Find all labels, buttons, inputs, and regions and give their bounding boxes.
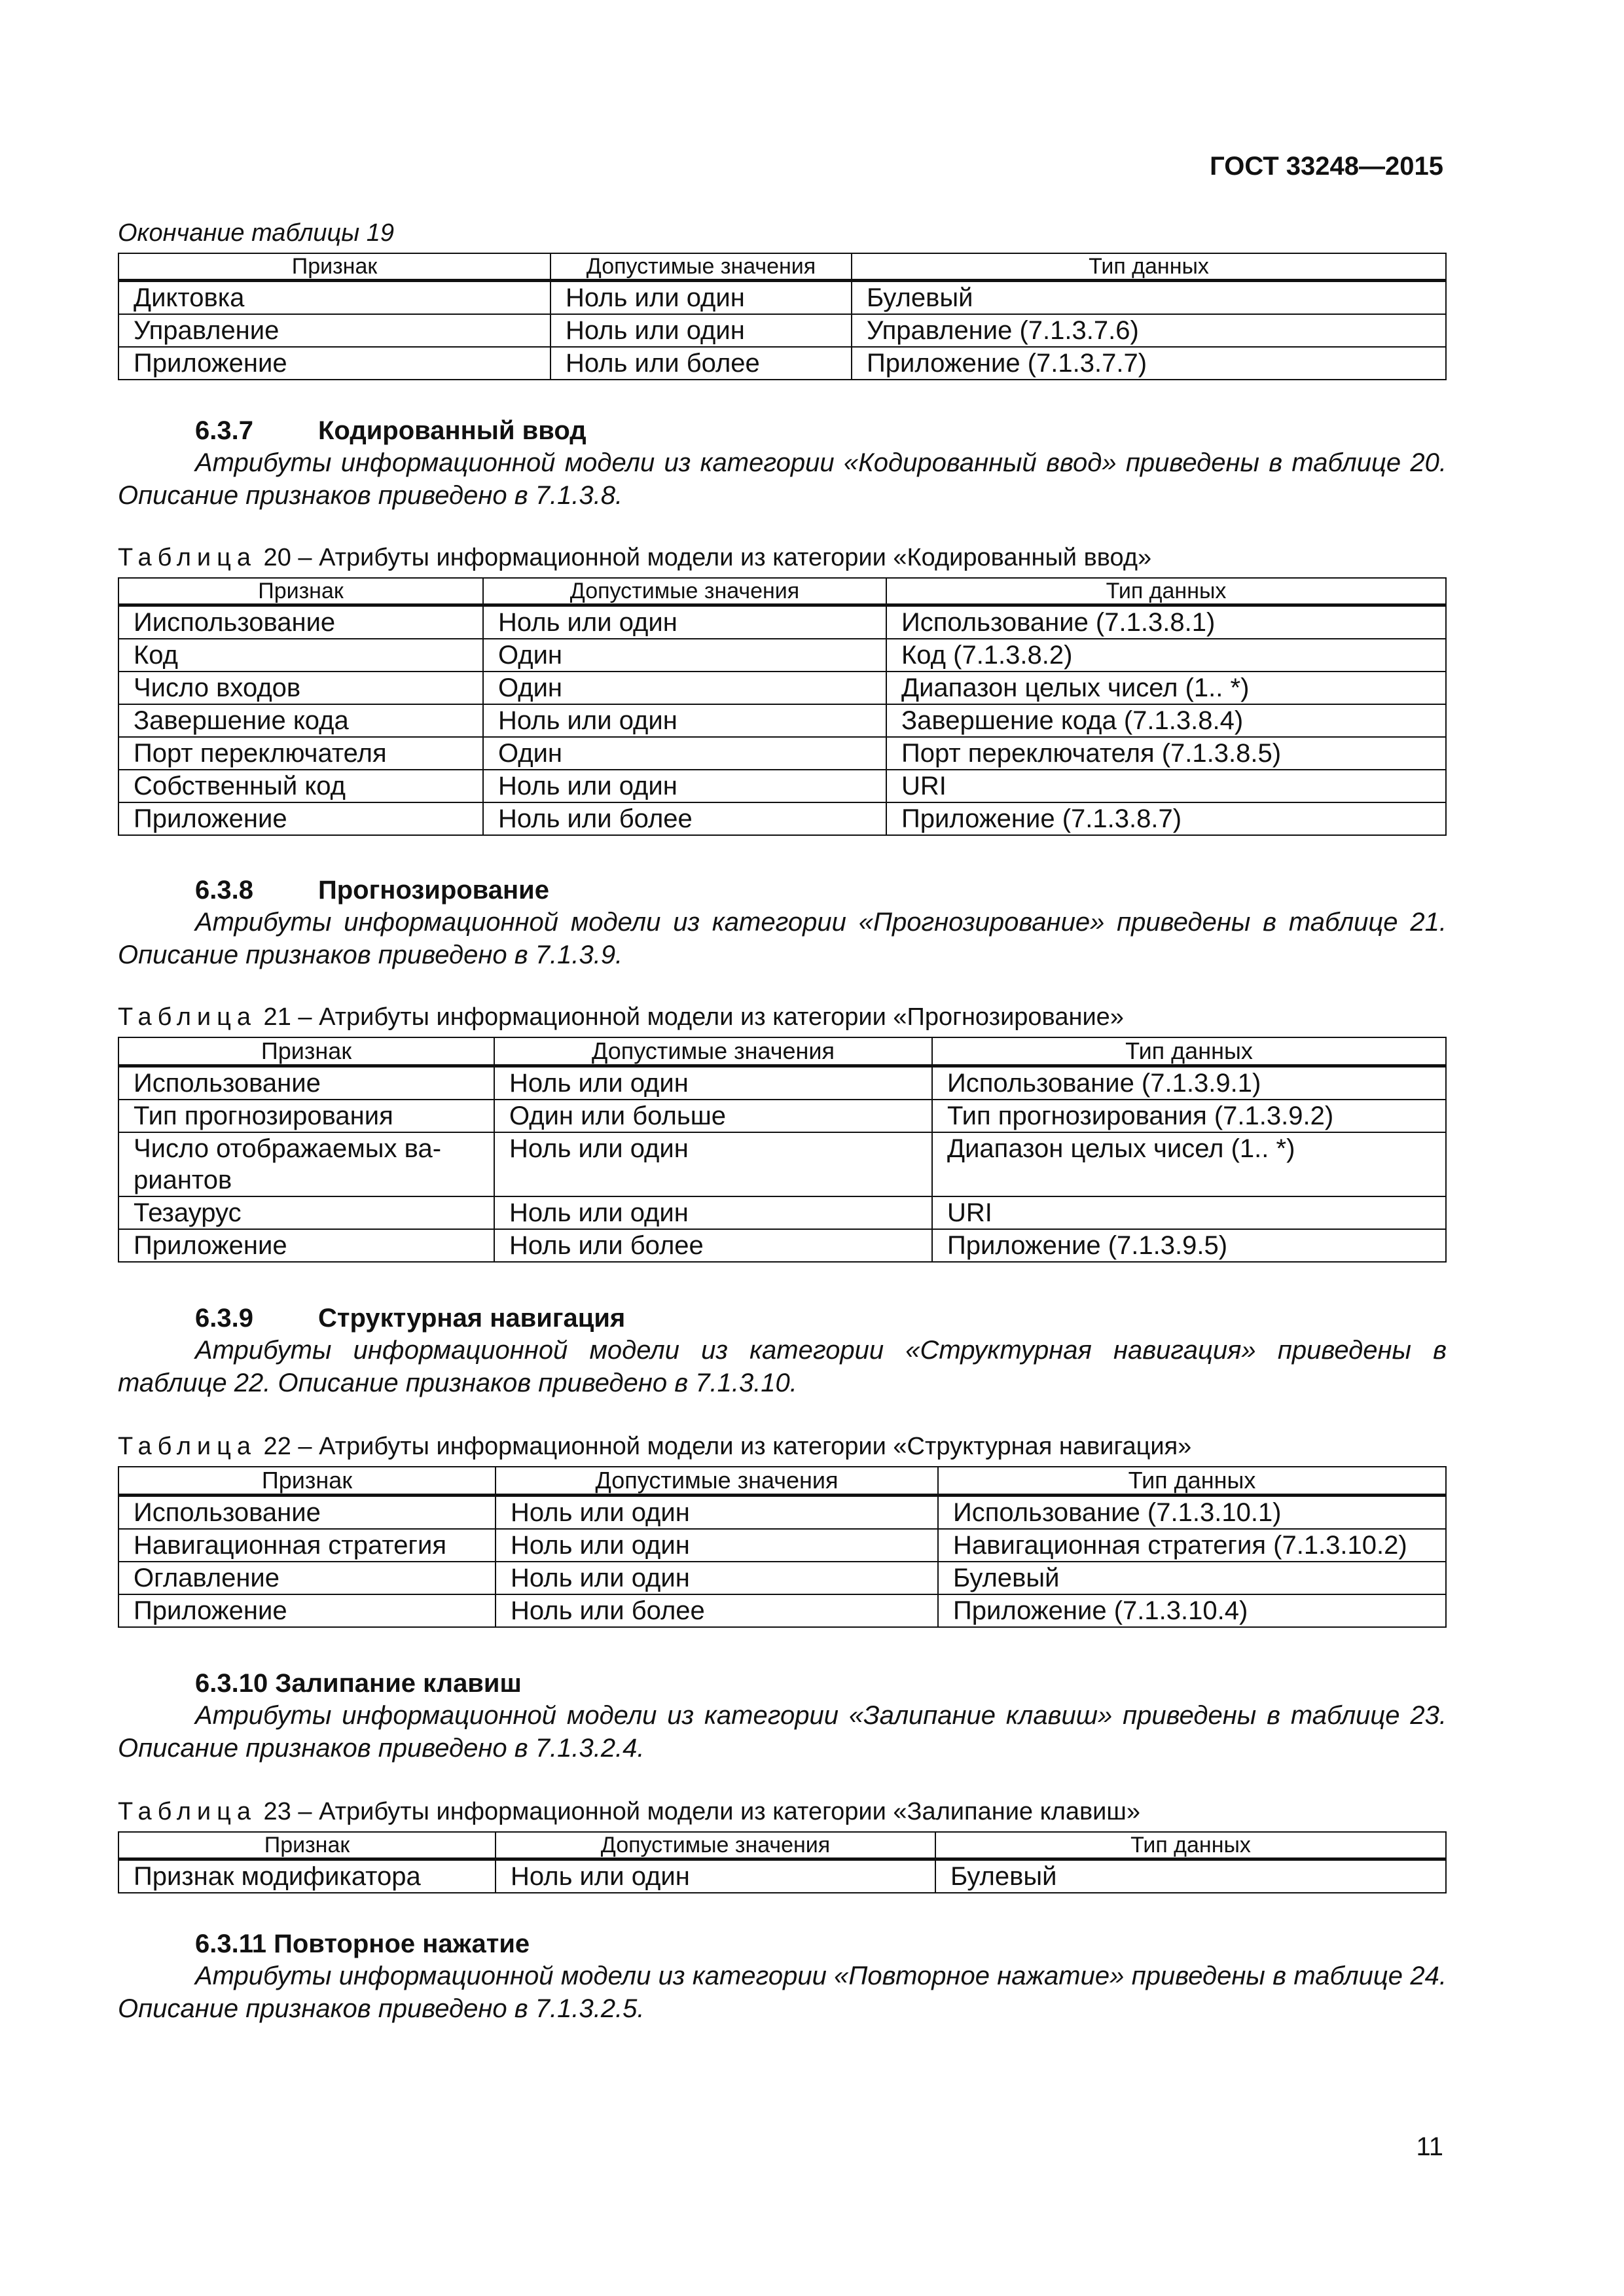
- table-row: [118, 1196, 1446, 1229]
- table-row: [118, 1132, 1446, 1196]
- section-heading: [118, 1302, 1447, 1334]
- column-header: Признак: [118, 1832, 496, 1859]
- table-cell: Ииспользование: [118, 605, 483, 639]
- table-cell: Диктовка: [118, 281, 550, 315]
- section-heading: [118, 415, 1447, 446]
- table21-caption: [118, 1001, 1447, 1033]
- table-row: [118, 1562, 1446, 1594]
- document-id: ГОСТ 33248—2015: [1210, 152, 1443, 181]
- section-title: Кодированный ввод: [318, 416, 586, 445]
- section-paragraph: Атрибуты информационной модели из категории «Прогнозирование» приведены в таблице 21. Описание признаков приведено в 7.1.3.9.: [118, 908, 1447, 969]
- table-row: [118, 1496, 1446, 1530]
- column-header: Тип данных: [852, 253, 1446, 281]
- table-row: [118, 672, 1446, 704]
- table-cell: Порт переключателя (7.1.3.8.5): [886, 737, 1446, 770]
- table-cell: Диапазон целых чисел (1.. *): [932, 1132, 1446, 1196]
- table-cell: Ноль или один: [483, 605, 886, 639]
- section-title: Структурная навигация: [318, 1304, 626, 1333]
- table-cell: Тезаурус: [118, 1196, 494, 1229]
- table-row: [118, 605, 1446, 639]
- section-heading: [118, 874, 1447, 906]
- table-cell: Код: [118, 639, 483, 672]
- table-cell: Приложение: [118, 802, 483, 835]
- table19-block: [118, 217, 1447, 380]
- table22-caption: [118, 1431, 1447, 1462]
- caption-text: 23 – Атрибуты информационной модели из категории «Залипание клавиш»: [257, 1798, 1141, 1825]
- table-cell: Ноль или более: [496, 1594, 938, 1627]
- caption-label: Таблица: [118, 1433, 257, 1460]
- table-cell: Управление: [118, 314, 550, 347]
- section-6-3-9: [118, 1302, 1447, 1399]
- table-header-row: [118, 1037, 1446, 1066]
- table-cell: URI: [886, 770, 1446, 802]
- column-header: Допустимые значения: [483, 578, 886, 605]
- table-cell: Ноль или один: [496, 1529, 938, 1562]
- column-header: Допустимые значения: [496, 1467, 938, 1496]
- table-row: [118, 1594, 1446, 1627]
- table-cell: Тип прогнозирования (7.1.3.9.2): [932, 1100, 1446, 1132]
- column-header: Признак: [118, 1467, 496, 1496]
- table-cell: Приложение (7.1.3.7.7): [852, 347, 1446, 380]
- table-cell: Признак модификатора: [118, 1859, 496, 1893]
- table-cell: Приложение: [118, 1594, 496, 1627]
- table-cell: Собственный код: [118, 770, 483, 802]
- section-6-3-8: [118, 874, 1447, 971]
- table-cell: Булевый: [852, 281, 1446, 315]
- table-header-row: [118, 578, 1446, 605]
- table20-caption: [118, 542, 1447, 573]
- table-row: [118, 281, 1446, 315]
- table-cell: Ноль или один: [550, 314, 852, 347]
- table-cell: Оглавление: [118, 1562, 496, 1594]
- table-cell: Один: [483, 672, 886, 704]
- section-title: Прогнозирование: [318, 876, 549, 905]
- table-cell: Ноль или один: [496, 1859, 935, 1893]
- table-row: [118, 639, 1446, 672]
- table-row: [118, 347, 1446, 380]
- table-row: [118, 704, 1446, 737]
- table-row: [118, 802, 1446, 835]
- table-cell: Использование (7.1.3.9.1): [932, 1066, 1446, 1100]
- column-header: Допустимые значения: [550, 253, 852, 281]
- table-cell: Использование (7.1.3.8.1): [886, 605, 1446, 639]
- table20: [118, 577, 1447, 836]
- table23-block: [118, 1796, 1447, 1893]
- table-cell: Использование (7.1.3.10.1): [938, 1496, 1446, 1530]
- table-cell: Ноль или более: [550, 347, 852, 380]
- column-header: Допустимые значения: [496, 1832, 935, 1859]
- table-header-row: [118, 1832, 1446, 1859]
- section-paragraph: Атрибуты информационной модели из категории «Структурная навигация» приведены в таблице 22. Описание признаков приведено в 7.1.3.10.: [118, 1336, 1447, 1397]
- table20-block: [118, 542, 1447, 836]
- section-number: 6.3.7: [195, 416, 253, 445]
- section-number: 6.3.9: [195, 1304, 253, 1333]
- table-cell: URI: [932, 1196, 1446, 1229]
- table-cell: Ноль или один: [483, 770, 886, 802]
- table19-caption: Окончание таблицы 19: [118, 219, 395, 247]
- table-row: [118, 1229, 1446, 1262]
- section-number: 6.3.8: [195, 876, 253, 905]
- table-row: [118, 737, 1446, 770]
- table-cell: Один или больше: [494, 1100, 932, 1132]
- table-row: [118, 1100, 1446, 1132]
- table21: [118, 1037, 1447, 1263]
- section-6-3-7: [118, 415, 1447, 512]
- table-header-row: [118, 1467, 1446, 1496]
- table-cell: Ноль или один: [494, 1196, 932, 1229]
- table23-caption: [118, 1796, 1447, 1827]
- section-6-3-10: [118, 1668, 1447, 1765]
- table-cell: Один: [483, 639, 886, 672]
- column-header: Тип данных: [938, 1467, 1446, 1496]
- column-header: Признак: [118, 253, 550, 281]
- section-paragraph: Атрибуты информационной модели из категории «Залипание клавиш» приведены в таблице 23. Описание признаков приведено в 7.1.3.2.4.: [118, 1701, 1447, 1763]
- column-header: Тип данных: [932, 1037, 1446, 1066]
- table-cell: Приложение (7.1.3.10.4): [938, 1594, 1446, 1627]
- table22-block: [118, 1431, 1447, 1628]
- caption-text: 21 – Атрибуты информационной модели из категории «Прогнозирование»: [257, 1003, 1124, 1031]
- table-cell: Завершение кода: [118, 704, 483, 737]
- column-header: Признак: [118, 1037, 494, 1066]
- table-cell: Ноль или один: [496, 1562, 938, 1594]
- section-6-3-11: [118, 1928, 1447, 2025]
- table-cell: Управление (7.1.3.7.6): [852, 314, 1446, 347]
- column-header: Допустимые значения: [494, 1037, 932, 1066]
- table-cell: Завершение кода (7.1.3.8.4): [886, 704, 1446, 737]
- table-cell: Ноль или один: [483, 704, 886, 737]
- table-cell: Приложение: [118, 347, 550, 380]
- table-cell: Приложение (7.1.3.8.7): [886, 802, 1446, 835]
- table-cell: Число входов: [118, 672, 483, 704]
- table-row: [118, 770, 1446, 802]
- table19: [118, 253, 1447, 380]
- table-cell: Ноль или один: [494, 1066, 932, 1100]
- table-cell: Число отображаемых ва-риантов: [118, 1132, 494, 1196]
- table23: [118, 1831, 1447, 1893]
- table-cell: Использование: [118, 1496, 496, 1530]
- table-cell: Код (7.1.3.8.2): [886, 639, 1446, 672]
- table-cell: Ноль или более: [483, 802, 886, 835]
- table-cell: Навигационная стратегия: [118, 1529, 496, 1562]
- caption-text: 20 – Атрибуты информационной модели из категории «Кодированный ввод»: [257, 544, 1152, 571]
- caption-label: Таблица: [118, 1798, 257, 1825]
- table-cell: Навигационная стратегия (7.1.3.10.2): [938, 1529, 1446, 1562]
- column-header: Тип данных: [935, 1832, 1446, 1859]
- page-number: 11: [1416, 2132, 1443, 2161]
- caption-label: Таблица: [118, 1003, 257, 1031]
- table-row: [118, 1066, 1446, 1100]
- table-row: [118, 1529, 1446, 1562]
- table-cell: Ноль или один: [494, 1132, 932, 1196]
- table-cell: Ноль или один: [550, 281, 852, 315]
- table-cell: Использование: [118, 1066, 494, 1100]
- table-cell: Ноль или более: [494, 1229, 932, 1262]
- table-header-row: [118, 253, 1446, 281]
- table-cell: Булевый: [935, 1859, 1446, 1893]
- table-cell: Булевый: [938, 1562, 1446, 1594]
- column-header: Тип данных: [886, 578, 1446, 605]
- table22: [118, 1466, 1447, 1628]
- section-heading: 6.3.11 Повторное нажатие: [195, 1929, 530, 1958]
- section-paragraph: Атрибуты информационной модели из категории «Повторное нажатие» приведены в таблице 24. Описание признаков приведено в 7.1.3.2.5.: [118, 1962, 1447, 2023]
- table21-block: [118, 1001, 1447, 1263]
- caption-label: Таблица: [118, 544, 257, 571]
- table-cell: Тип прогнозирования: [118, 1100, 494, 1132]
- table-cell: Ноль или один: [496, 1496, 938, 1530]
- column-header: Признак: [118, 578, 483, 605]
- table-cell: Приложение: [118, 1229, 494, 1262]
- table-cell: Приложение (7.1.3.9.5): [932, 1229, 1446, 1262]
- table-cell: Диапазон целых чисел (1.. *): [886, 672, 1446, 704]
- table-cell: Порт переключателя: [118, 737, 483, 770]
- table-row: [118, 314, 1446, 347]
- section-paragraph: Атрибуты информационной модели из категории «Кодированный ввод» приведены в таблице 20. Описание признаков приведено в 7.1.3.8.: [118, 448, 1447, 510]
- table-cell: Один: [483, 737, 886, 770]
- section-heading: 6.3.10 Залипание клавиш: [195, 1669, 522, 1698]
- caption-text: 22 – Атрибуты информационной модели из категории «Структурная навигация»: [257, 1433, 1192, 1460]
- table-row: [118, 1859, 1446, 1893]
